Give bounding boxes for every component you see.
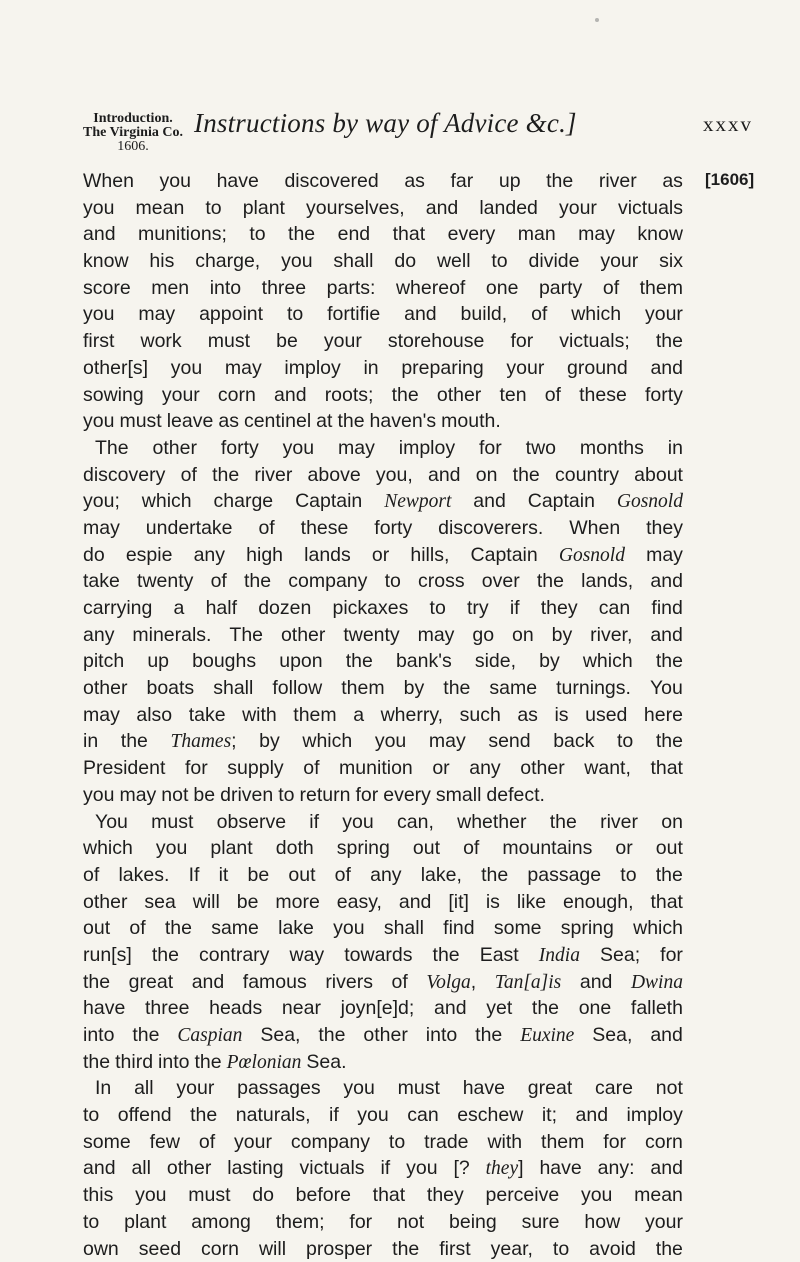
text-line: carrying a half dozen pickaxes to try if they can find <box>83 595 683 622</box>
text-line: you mean to plant yourselves, and landed your victuals <box>83 195 683 222</box>
text-line: other sea will be more easy, and [it] is like enough, that <box>83 889 683 916</box>
year-note: [1606] <box>705 170 754 190</box>
text-line: you must leave as centinel at the haven's mouth. <box>83 408 683 435</box>
text-line: this you must do before that they perceive you mean <box>83 1182 683 1209</box>
text-line: own seed corn will prosper the first year, to avoid the <box>83 1236 683 1262</box>
text-line: pitch up boughs upon the bank's side, by which the <box>83 648 683 675</box>
text-line: You must observe if you can, whether the river on <box>83 809 683 836</box>
margin-note-section: Introduction. <box>78 112 188 126</box>
text-line: you may not be driven to return for every small defect. <box>83 782 683 809</box>
text-line: in the Thames; by which you may send back to the <box>83 728 683 755</box>
text-line: do espie any high lands or hills, Captain Gosnold may <box>83 542 683 569</box>
text-line: know his charge, you shall do well to divide your six <box>83 248 683 275</box>
text-line: to plant among them; for not being sure how your <box>83 1209 683 1236</box>
text-line: and all other lasting victuals if you [? they] have any: and <box>83 1155 683 1182</box>
text-line: run[s] the contrary way towards the East India Sea; for <box>83 942 683 969</box>
text-line: the third into the Pœlonian Sea. <box>83 1049 683 1076</box>
text-line: any minerals. The other twenty may go on by river, and <box>83 622 683 649</box>
text-line: of lakes. If it be out of any lake, the passage to the <box>83 862 683 889</box>
text-line: the great and famous rivers of Volga, Tan[a]is and Dwina <box>83 969 683 996</box>
text-line: other[s] you may imploy in preparing your ground and <box>83 355 683 382</box>
text-line: President for supply of munition or any other want, that <box>83 755 683 782</box>
text-line: out of the same lake you shall find some spring which <box>83 915 683 942</box>
margin-note-company: The Virginia Co. <box>78 126 188 140</box>
running-title: Instructions by way of Advice &c.] <box>194 108 577 139</box>
text-line: sowing your corn and roots; the other ten of these forty <box>83 382 683 409</box>
text-line: score men into three parts: whereof one party of them <box>83 275 683 302</box>
text-line: you; which charge Captain Newport and Captain Gosnold <box>83 488 683 515</box>
text-line: take twenty of the company to cross over the lands, and <box>83 568 683 595</box>
text-line: which you plant doth spring out of mountains or out <box>83 835 683 862</box>
margin-note-year: 1606. <box>78 140 188 154</box>
text-line: and munitions; to the end that every man may know <box>83 221 683 248</box>
text-line: into the Caspian Sea, the other into the Euxine Sea, and <box>83 1022 683 1049</box>
text-line: to offend the naturals, if you can eschew it; and imploy <box>83 1102 683 1129</box>
text-line: first work must be your storehouse for victuals; the <box>83 328 683 355</box>
text-line: discovery of the river above you, and on the country about <box>83 462 683 489</box>
margin-note <box>78 112 188 154</box>
text-line: have three heads near joyn[e]d; and yet the one falleth <box>83 995 683 1022</box>
text-line: In all your passages you must have great care not <box>83 1075 683 1102</box>
text-line: you may appoint to fortifie and build, of which your <box>83 301 683 328</box>
page-number: xxxv <box>703 112 753 137</box>
text-line: other boats shall follow them by the same turnings. You <box>83 675 683 702</box>
text-line: The other forty you may imploy for two months in <box>83 435 683 462</box>
body-text <box>83 168 683 1262</box>
text-line: may also take with them a wherry, such as is used here <box>83 702 683 729</box>
text-line: some few of your company to trade with them for corn <box>83 1129 683 1156</box>
ink-speck <box>595 18 599 22</box>
text-line: may undertake of these forty discoverers. When they <box>83 515 683 542</box>
text-line: When you have discovered as far up the river as <box>83 168 683 195</box>
